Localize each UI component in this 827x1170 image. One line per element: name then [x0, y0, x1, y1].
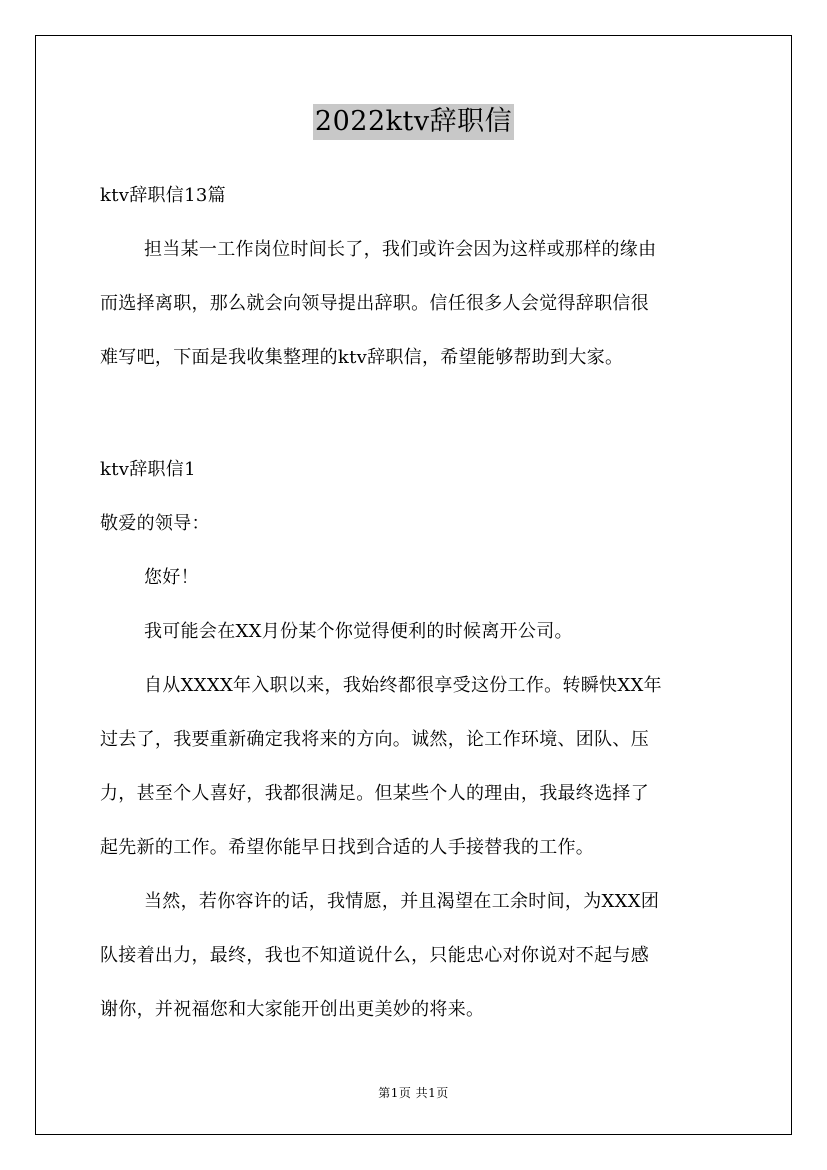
paragraph-2-line: 起先新的工作。希望你能早日找到合适的人手接替我的工作。: [100, 837, 595, 858]
subtitle: ktv辞职信13篇: [100, 185, 226, 206]
paragraph-1: 我可能会在XX月份某个你觉得便利的时候离开公司。: [144, 621, 573, 642]
intro-line: 而选择离职，那么就会向领导提出辞职。信任很多人会觉得辞职信很: [100, 293, 649, 314]
paragraph-2-line: 过去了，我要重新确定我将来的方向。诚然，论工作环境、团队、压: [100, 729, 649, 750]
title-container: [0, 104, 827, 140]
intro-line: 担当某一工作岗位时间长了，我们或许会因为这样或那样的缘由: [144, 239, 657, 260]
page-footer: 第1页 共1页: [378, 1086, 449, 1100]
intro-line: 难写吧，下面是我收集整理的ktv辞职信，希望能够帮助到大家。: [100, 347, 624, 368]
salutation: 敬爱的领导：: [100, 513, 210, 534]
greeting: 您好！: [144, 567, 199, 588]
paragraph-3-line: 谢你，并祝福您和大家能开创出更美妙的将来。: [100, 999, 485, 1020]
paragraph-3-line: 当然，若你容许的话，我情愿，并且渴望在工余时间，为XXX团: [144, 891, 660, 912]
paragraph-2-line: 自从XXXX年入职以来，我始终都很享受这份工作。转瞬快XX年: [144, 675, 662, 696]
document-title: 2022ktv辞职信: [313, 104, 514, 140]
paragraph-3-line: 队接着出力，最终，我也不知道说什么，只能忠心对你说对不起与感: [100, 945, 649, 966]
paragraph-2-line: 力，甚至个人喜好，我都很满足。但某些个人的理由，我最终选择了: [100, 783, 649, 804]
section-heading: ktv辞职信1: [100, 459, 196, 480]
